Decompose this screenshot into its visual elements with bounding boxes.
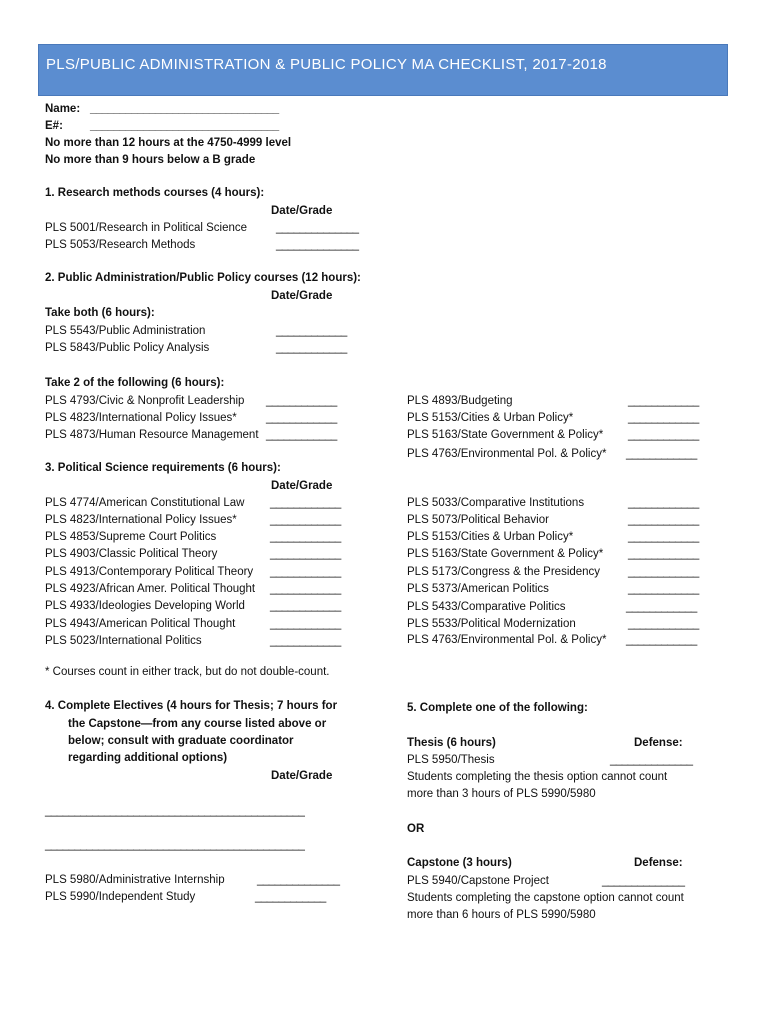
course-label: PLS 4933/Ideologies Developing World xyxy=(45,600,245,612)
grade-blank[interactable]: ____________ xyxy=(276,342,347,354)
enumber-label: E#: xyxy=(45,120,63,132)
section5-heading: 5. Complete one of the following: xyxy=(407,702,588,714)
course-label: PLS 5373/American Politics xyxy=(407,583,549,595)
grade-blank[interactable]: ____________ xyxy=(270,600,341,612)
course-label: PLS 5173/Congress & the Presidency xyxy=(407,566,601,578)
grade-blank[interactable]: ____________ xyxy=(628,548,699,560)
footnote: * Courses count in either track, but do not double-count. xyxy=(45,666,330,678)
course-label: PLS 4763/Environmental Pol. & Policy* xyxy=(407,448,607,460)
elective-blank[interactable]: ____________________________________________ xyxy=(45,805,305,817)
section1-heading: 1. Research methods courses (4 hours): xyxy=(45,187,265,199)
grade-blank[interactable]: ____________ xyxy=(626,601,697,613)
course-label: PLS 5053/Research Methods xyxy=(45,239,196,251)
thesis-course: PLS 5950/Thesis xyxy=(407,754,495,766)
take-both-label: Take both (6 hours): xyxy=(45,307,155,319)
course-label: PLS 5533/Political Modernization xyxy=(407,618,576,630)
course-label: PLS 4943/American Political Thought xyxy=(45,618,236,630)
course-label: PLS 4763/Environmental Pol. & Policy* xyxy=(407,634,607,646)
course-label: PLS 4774/American Constitutional Law xyxy=(45,497,245,509)
course-label: PLS 5543/Public Administration xyxy=(45,325,206,337)
grade-blank[interactable]: ____________ xyxy=(266,412,337,424)
grade-blank[interactable]: ____________ xyxy=(276,325,347,337)
course-label: PLS 5163/State Government & Policy* xyxy=(407,429,604,441)
grade-blank[interactable]: ____________ xyxy=(626,634,697,646)
grade-blank[interactable]: ____________ xyxy=(270,583,341,595)
or-label: OR xyxy=(407,823,425,835)
course-label: PLS 5163/State Government & Policy* xyxy=(407,548,604,560)
capstone-course: PLS 5940/Capstone Project xyxy=(407,875,549,887)
course-label: PLS 4853/Supreme Court Politics xyxy=(45,531,217,543)
course-label: PLS 4893/Budgeting xyxy=(407,395,513,407)
course-label: PLS 5153/Cities & Urban Policy* xyxy=(407,531,574,543)
course-label: PLS 4923/African Amer. Political Thought xyxy=(45,583,256,595)
course-label: PLS 5033/Comparative Institutions xyxy=(407,497,585,509)
course-label: PLS 4823/International Policy Issues* xyxy=(45,514,237,526)
take-two-label: Take 2 of the following (6 hours): xyxy=(45,377,225,389)
section4-heading-line: the Capstone—from any course listed above or xyxy=(68,718,327,730)
grade-blank[interactable]: ____________ xyxy=(628,395,699,407)
date-grade-header: Date/Grade xyxy=(271,290,333,302)
enumber-field[interactable]: ________________________________ xyxy=(90,120,279,132)
grade-blank[interactable]: ____________ xyxy=(270,635,341,647)
grade-blank[interactable]: ______________ xyxy=(276,222,359,234)
section4-heading-line: regarding additional options) xyxy=(68,752,228,764)
date-grade-header: Date/Grade xyxy=(271,770,333,782)
thesis-defense-blank[interactable]: ______________ xyxy=(610,754,693,766)
grade-blank[interactable]: ____________ xyxy=(628,412,699,424)
course-label: PLS 4903/Classic Political Theory xyxy=(45,548,218,560)
date-grade-header: Date/Grade xyxy=(271,205,333,217)
grade-blank[interactable]: ____________ xyxy=(255,891,326,903)
capstone-title: Capstone (3 hours) xyxy=(407,857,512,869)
grade-blank[interactable]: ____________ xyxy=(628,531,699,543)
section2-heading: 2. Public Administration/Public Policy courses (12 hours): xyxy=(45,272,361,284)
course-label: PLS 5001/Research in Political Science xyxy=(45,222,248,234)
grade-blank[interactable]: ____________ xyxy=(626,448,697,460)
thesis-note: Students completing the thesis option cannot count xyxy=(407,771,668,783)
thesis-note: more than 3 hours of PLS 5990/5980 xyxy=(407,788,596,800)
elective-blank[interactable]: ____________________________________________ xyxy=(45,839,305,851)
grade-blank[interactable]: ______________ xyxy=(276,239,359,251)
title-banner xyxy=(38,44,728,96)
defense-label: Defense: xyxy=(634,857,683,869)
date-grade-header: Date/Grade xyxy=(271,480,333,492)
section4-heading-line: below; consult with graduate coordinator xyxy=(68,735,294,747)
course-label: PLS 5990/Independent Study xyxy=(45,891,196,903)
grade-blank[interactable]: ____________ xyxy=(270,514,341,526)
grade-blank[interactable]: ____________ xyxy=(628,566,699,578)
grade-blank[interactable]: ____________ xyxy=(270,531,341,543)
capstone-note: more than 6 hours of PLS 5990/5980 xyxy=(407,909,596,921)
grade-blank[interactable]: ______________ xyxy=(257,874,340,886)
capstone-defense-blank[interactable]: ______________ xyxy=(602,875,685,887)
grade-blank[interactable]: ____________ xyxy=(628,429,699,441)
course-label: PLS 5843/Public Policy Analysis xyxy=(45,342,210,354)
grade-blank[interactable]: ____________ xyxy=(270,497,341,509)
grade-blank[interactable]: ____________ xyxy=(270,566,341,578)
course-label: PLS 5433/Comparative Politics xyxy=(407,601,566,613)
grade-blank[interactable]: ____________ xyxy=(270,548,341,560)
thesis-title: Thesis (6 hours) xyxy=(407,737,496,749)
section3-heading: 3. Political Science requirements (6 hours): xyxy=(45,462,281,474)
course-label: PLS 5023/International Politics xyxy=(45,635,202,647)
course-label: PLS 5980/Administrative Internship xyxy=(45,874,225,886)
course-label: PLS 4823/International Policy Issues* xyxy=(45,412,237,424)
grade-blank[interactable]: ____________ xyxy=(628,514,699,526)
rule-grade-limit: No more than 9 hours below a B grade xyxy=(45,154,256,166)
course-label: PLS 4913/Contemporary Political Theory xyxy=(45,566,254,578)
defense-label: Defense: xyxy=(634,737,683,749)
grade-blank[interactable]: ____________ xyxy=(266,429,337,441)
capstone-note: Students completing the capstone option cannot count xyxy=(407,892,684,904)
name-label: Name: xyxy=(45,103,81,115)
grade-blank[interactable]: ____________ xyxy=(628,497,699,509)
grade-blank[interactable]: ____________ xyxy=(266,395,337,407)
page-title: PLS/PUBLIC ADMINISTRATION & PUBLIC POLICY MA CHECKLIST, 2017-2018 xyxy=(46,56,607,73)
grade-blank[interactable]: ____________ xyxy=(628,618,699,630)
course-label: PLS 5073/Political Behavior xyxy=(407,514,549,526)
grade-blank[interactable]: ____________ xyxy=(270,618,341,630)
grade-blank[interactable]: ____________ xyxy=(628,583,699,595)
course-label: PLS 5153/Cities & Urban Policy* xyxy=(407,412,574,424)
name-field[interactable]: ________________________________ xyxy=(90,103,279,115)
rule-level-limit: No more than 12 hours at the 4750-4999 level xyxy=(45,137,292,149)
section4-heading-line: 4. Complete Electives (4 hours for Thesis; 7 hours for xyxy=(45,700,338,712)
course-label: PLS 4793/Civic & Nonprofit Leadership xyxy=(45,395,245,407)
course-label: PLS 4873/Human Resource Management xyxy=(45,429,259,441)
